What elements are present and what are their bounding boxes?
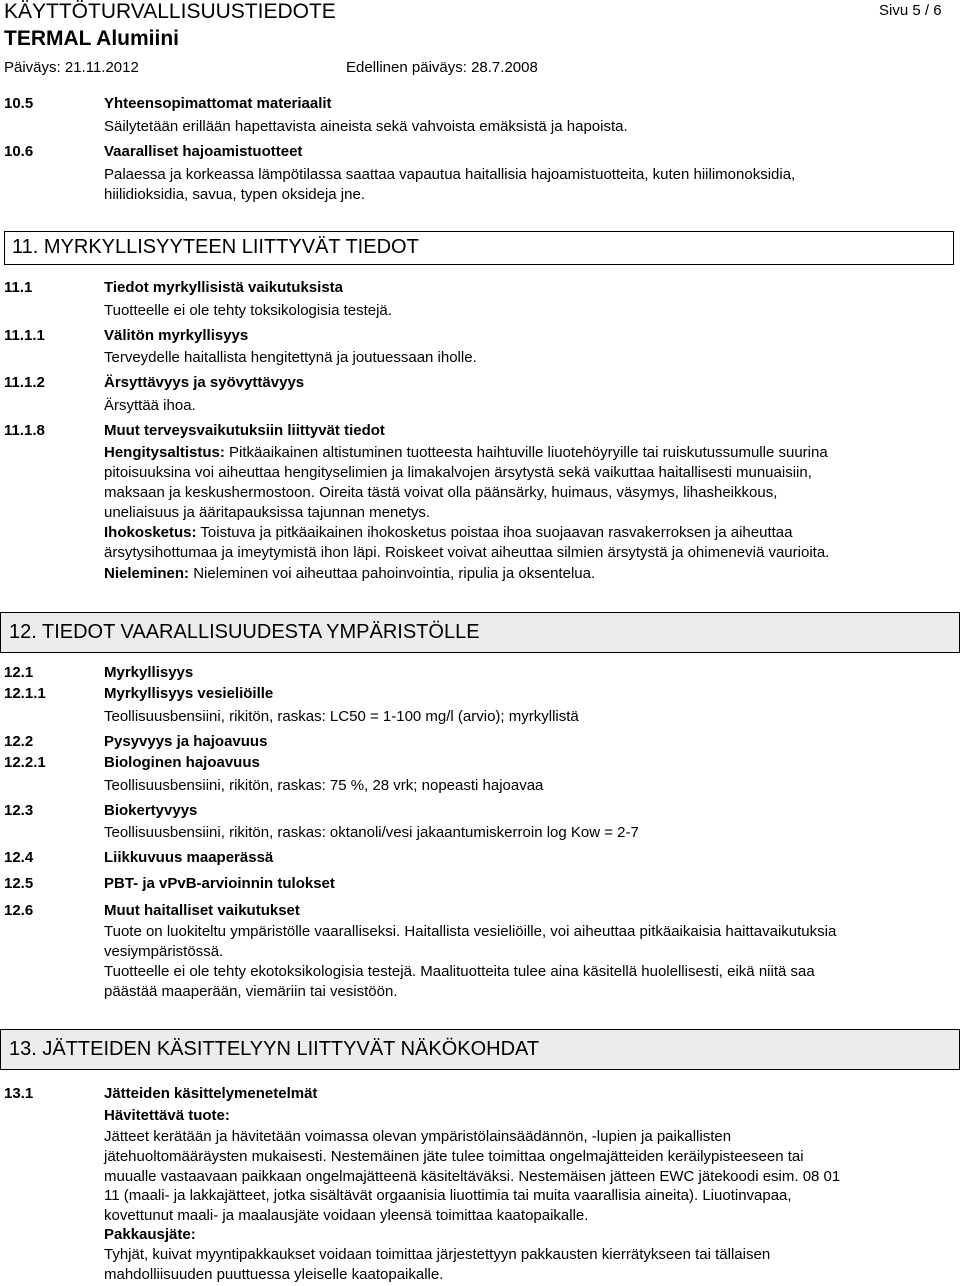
section-12-2-1-text: Teollisuusbensiini, rikitön, raskas: 75 %, 28 vrk; nopeasti hajoavaa [104, 777, 544, 794]
section-12-title: 12. TIEDOT VAARALLISUUDESTA YMPÄRISTÖLLE [9, 621, 480, 643]
section-13-title: 13. JÄTTEIDEN KÄSITTELYYN LIITTYVÄT NÄKÖKOHDAT [9, 1038, 540, 1060]
section-12-6-title: Muut haitalliset vaikutukset [104, 902, 300, 919]
page-sep: / [924, 2, 930, 19]
section-10-6-title: Vaaralliset hajoamistuotteet [104, 143, 303, 160]
page-current: 5 [912, 2, 921, 19]
ingestion-text-line [104, 564, 595, 584]
inhalation-text-line [104, 443, 828, 463]
section-10-5-number: 10.5 [4, 95, 34, 112]
section-12-5-number: 12.5 [4, 875, 34, 892]
skin-contact-label: Ihokosketus: [104, 524, 197, 541]
section-12-3-text: Teollisuusbensiini, rikitön, raskas: oktanoli/vesi jakaantumiskerroin log Kow = 2-7 [104, 824, 639, 841]
section-11-header-box [4, 231, 954, 265]
section-12-3-title: Biokertyvyys [104, 802, 198, 819]
section-12-6-number: 12.6 [4, 902, 34, 919]
section-12-2-1-title: Biologinen hajoavuus [104, 754, 260, 771]
section-11-1-8-number: 11.1.8 [4, 422, 45, 439]
packaging-text-line: Tyhjät, kuivat myyntipakkaukset voidaan toimittaa järjestettyyn pakkausten kierrätykseen tai tällaisen [104, 1246, 771, 1263]
issue-date: Päiväys: 21.11.2012 [4, 59, 139, 76]
section-12-1-1-title: Myrkyllisyys vesieliöille [104, 685, 274, 702]
section-12-6-text-line: päästää maaperään, viemäriin tai vesistöön. [104, 983, 398, 1000]
page-total: 6 [933, 2, 942, 19]
section-10-6-text-line: hiilidioksidia, savua, typen oksideja jne. [104, 186, 365, 203]
inhalation-text: Pitkäaikainen altistuminen tuotteesta haihtuville liuotehöyryille tai ruiskutussumulle suurina [224, 444, 828, 461]
disposal-label: Hävitettävä tuote: [104, 1107, 230, 1124]
skin-contact-text-line: ärsytysihottumaa ja imeytymistä ihon läpi. Roiskeet voivat aiheuttaa silmien ärsytystä ja ohimeneviä vaurioita. [104, 544, 830, 561]
section-12-3-number: 12.3 [4, 802, 34, 819]
section-11-1-1-title: Välitön myrkyllisyys [104, 327, 249, 344]
inhalation-text-line: pitoisuuksina voi aiheuttaa hengityselimien ja limakalvojen ärsytystä sekä vaikuttaa haitallisesti munuaisiin, [104, 464, 812, 481]
ingestion-text: Nieleminen voi aiheuttaa pahoinvointia, ripulia ja oksentelua. [189, 565, 596, 582]
section-13-1-title: Jätteiden käsittelymenetelmät [104, 1085, 318, 1102]
previous-date: Edellinen päiväys: 28.7.2008 [346, 59, 538, 76]
section-12-5-title: PBT- ja vPvB-arvioinnin tulokset [104, 875, 335, 892]
packaging-text-line: mahdolliisuuden puuttuessa yleiselle kaatopaikalle. [104, 1266, 444, 1283]
section-10-6-text-line: Palaessa ja korkeassa lämpötilassa saattaa vapautua haitallisia hajoamistuotteita, kuten hiilimonoksidia, [104, 166, 796, 183]
section-12-1-number: 12.1 [4, 664, 34, 681]
section-11-1-8-title: Muut terveysvaikutuksiin liittyvät tiedot [104, 422, 385, 439]
skin-contact-text: Toistuva ja pitkäaikainen ihokosketus poistaa ihoa suojaavan rasvakerroksen ja aiheuttaa [196, 524, 793, 541]
skin-contact-text-line [104, 523, 792, 543]
section-11-title: 11. MYRKYLLISYYTEEN LIITTYVÄT TIEDOT [12, 236, 419, 258]
disposal-text-line: jätehuoltomääräysten mukaisesti. Nestemäinen jäte tulee toimittaa ongelmajätteiden keräilypisteeseen tai [104, 1148, 804, 1165]
section-11-1-2-number: 11.1.2 [4, 374, 45, 391]
section-12-4-number: 12.4 [4, 849, 34, 866]
product-name: TERMAL Alumiini [4, 27, 179, 50]
section-12-1-1-number: 12.1.1 [4, 685, 46, 702]
section-11-1-number: 11.1 [4, 279, 33, 296]
ingestion-label: Nieleminen: [104, 565, 190, 582]
section-10-5-text: Säilytetään erillään hapettavista aineista sekä vahvoista emäksistä ja hapoista. [104, 118, 628, 135]
section-12-2-1-number: 12.2.1 [4, 754, 46, 771]
packaging-label: Pakkausjäte: [104, 1226, 196, 1243]
page-indicator [879, 2, 942, 19]
section-12-6-text-line: Tuotteelle ei ole tehty ekotoksikologisia testejä. Maalituotteita tulee aina käsitellä huolellisesti, eikä niitä saa [104, 963, 815, 980]
section-12-header-box [0, 612, 960, 653]
section-13-1-number: 13.1 [4, 1085, 34, 1102]
section-11-1-1-number: 11.1.1 [4, 327, 45, 344]
section-12-6-text-line: vesiympäristössä. [104, 943, 224, 960]
disposal-text-line: muualle vastaavaan paikkaan ongelmajätteenä käsiteltäväksi. Nestemäisen jätteen EWC jätekoodi esim. 08 01 [104, 1168, 841, 1185]
section-12-4-title: Liikkuvuus maaperässä [104, 849, 274, 866]
section-12-1-1-text: Teollisuusbensiini, rikitön, raskas: LC50 = 1-100 mg/l (arvio); myrkyllistä [104, 708, 579, 725]
section-13-header-box [0, 1029, 960, 1070]
disposal-text-line: kovettunut maali- ja maalausjäte voidaan yleensä toimittaa kaatopaikalle. [104, 1207, 589, 1224]
section-12-6-text-line: Tuote on luokiteltu ympäristölle vaaralliseksi. Haitallista vesieliöille, voi aiheuttaa pitkäaikaisia haittavaikutuksia [104, 923, 837, 940]
section-11-1-title: Tiedot myrkyllisistä vaikutuksista [104, 279, 343, 296]
doc-title: KÄYTTÖTURVALLISUUSTIEDOTE [4, 0, 336, 23]
section-10-6-number: 10.6 [4, 143, 34, 160]
inhalation-text-line: maksaan ja keskushermostoon. Oireita tästä voivat olla päänsärky, huimaus, väsymys, lihasheikkous, [104, 484, 778, 501]
inhalation-text-line: uneliaisuus ja ääritapauksissa tajunnan menetys. [104, 504, 431, 521]
section-10-5-title: Yhteensopimattomat materiaalit [104, 95, 332, 112]
section-12-2-title: Pysyvyys ja hajoavuus [104, 733, 268, 750]
disposal-text-line: Jätteet kerätään ja hävitetään voimassa olevan ympäristölainsäädännön, -lupien ja paikallisten [104, 1128, 732, 1145]
section-11-1-2-title: Ärsyttävyys ja syövyttävyys [104, 374, 305, 391]
section-11-1-2-text: Ärsyttää ihoa. [104, 397, 196, 414]
page-label: Sivu [879, 2, 909, 19]
section-11-1-text: Tuotteelle ei ole tehty toksikologisia testejä. [104, 302, 392, 319]
section-12-1-title: Myrkyllisyys [104, 664, 194, 681]
disposal-text-line: 11 (maali- ja lakkajätteet, jotka sisältävät orgaanisia liuottimia tai muita vaarallisia aineita). Liuotinvapaa, [104, 1187, 792, 1204]
section-12-2-number: 12.2 [4, 733, 34, 750]
inhalation-label: Hengitysaltistus: [104, 444, 225, 461]
section-11-1-1-text: Terveydelle haitallista hengitettynä ja joutuessaan iholle. [104, 349, 477, 366]
